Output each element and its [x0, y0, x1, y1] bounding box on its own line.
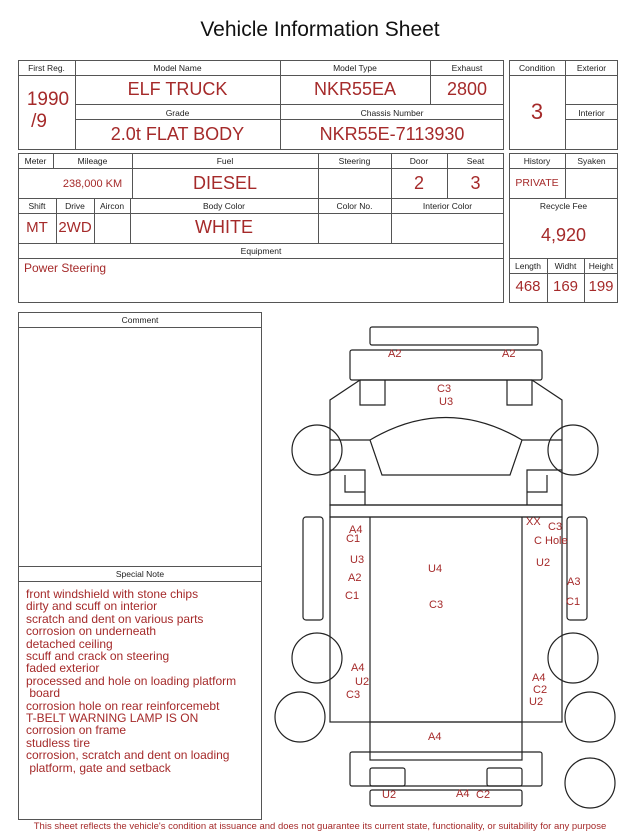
height-value: 199 — [588, 278, 614, 295]
list-item: board — [26, 686, 61, 701]
damage-code: A4 — [456, 788, 470, 800]
list-item: dirty and scuff on interior — [26, 599, 158, 614]
recycle-fee-value: 4,920 — [540, 225, 587, 245]
damage-code: A4 — [428, 731, 442, 743]
interior-color-label: Interior Color — [422, 201, 473, 211]
body-color-value: WHITE — [195, 217, 253, 237]
history-label: History — [523, 156, 551, 166]
height-label: Height — [588, 261, 614, 271]
special-note-list — [26, 588, 236, 774]
list-item: processed and hole on loading platform — [26, 673, 237, 688]
page-title: Vehicle Information Sheet — [200, 18, 440, 41]
model-type-label: Model Type — [333, 63, 377, 73]
damage-code: C3 — [437, 383, 452, 395]
history-value: PRIVATE — [515, 177, 559, 189]
damage-code: U2 — [382, 789, 397, 801]
drive-value: 2WD — [58, 219, 92, 236]
width-value: 169 — [552, 278, 579, 295]
damage-code: A4 — [351, 662, 365, 674]
truck-damage-diagram — [270, 318, 640, 820]
damage-code: U4 — [428, 563, 443, 575]
door-label: Door — [409, 156, 429, 166]
drive-label: Drive — [65, 201, 85, 211]
shift-label: Shift — [28, 201, 46, 211]
list-item: detached ceiling — [26, 636, 113, 651]
list-item: front windshield with stone chips — [26, 587, 199, 601]
list-item: studless tire — [26, 735, 91, 750]
list-item: faded exterior — [26, 661, 100, 676]
damage-code: C1 — [345, 590, 360, 602]
special-note-label: Special Note — [115, 569, 165, 579]
damage-code: C3 — [429, 599, 444, 611]
equipment-value: Power Steering — [24, 261, 107, 275]
damage-code: XX — [526, 516, 541, 528]
chassis-value: NKR55E-7113930 — [319, 124, 465, 144]
first-reg-month: /9 — [31, 111, 47, 132]
fuel-value: DIESEL — [192, 173, 258, 193]
fuel-label: Fuel — [216, 156, 234, 166]
damage-code: C1 — [566, 596, 581, 608]
disclaimer-footer: This sheet reflects the vehicle's condition at issuance and does not guarantee its current state, functionality, or suitability for any purpose — [33, 821, 607, 832]
damage-code: U3 — [350, 554, 365, 566]
model-name-label: Model Name — [153, 63, 202, 73]
damage-code: A4 — [532, 672, 546, 684]
list-item: scuff and crack on steering — [26, 649, 170, 664]
damage-code: A3 — [567, 576, 581, 588]
damage-code: C1 — [346, 533, 361, 545]
list-item: platform, gate and setback — [26, 760, 171, 775]
equipment-label: Equipment — [240, 246, 282, 256]
damage-code: A4 — [349, 524, 363, 536]
list-item: T-BELT WARNING LAMP IS ON — [26, 711, 199, 726]
first-reg-year: 1990 — [26, 89, 70, 110]
length-value: 468 — [515, 278, 541, 295]
aircon-label: Aircon — [99, 201, 125, 211]
list-item: corrosion, scratch and dent on loading — [26, 748, 230, 763]
model-type-value: NKR55EA — [313, 79, 397, 99]
exterior-label: Exterior — [576, 63, 607, 73]
damage-code: A2 — [502, 348, 516, 360]
length-label: Length — [515, 261, 541, 271]
grade-value: 2.0t FLAT BODY — [110, 124, 245, 144]
body-color-label: Body Color — [202, 201, 246, 211]
damage-code: U2 — [536, 557, 551, 569]
damage-code: C Hole — [534, 535, 568, 547]
damage-code: A2 — [348, 572, 362, 584]
damage-code: C3 — [548, 521, 563, 533]
first-reg-label: First Reg. — [28, 63, 65, 73]
damage-code: U2 — [529, 696, 544, 708]
comment-label: Comment — [121, 315, 159, 325]
seat-value: 3 — [470, 173, 481, 193]
list-item: corrosion hole on rear reinforcemebt — [26, 698, 220, 713]
shift-value: MT — [26, 219, 48, 236]
grade-label: Grade — [165, 108, 190, 118]
list-item: scratch and dent on various parts — [26, 611, 204, 626]
list-item: corrosion on frame — [26, 723, 127, 738]
steering-label: Steering — [338, 156, 371, 166]
recycle-fee-label: Recycle Fee — [539, 201, 588, 211]
interior-label: Interior — [578, 108, 605, 118]
chassis-label: Chassis Number — [360, 108, 424, 118]
condition-value: 3 — [530, 99, 544, 124]
syaken-label: Syaken — [577, 156, 606, 166]
mileage-label: Mileage — [77, 156, 108, 166]
mileage-value: 238,000 KM — [62, 178, 123, 190]
list-item: corrosion on underneath — [26, 624, 157, 639]
seat-label: Seat — [466, 156, 485, 166]
width-label: Widht — [554, 261, 577, 271]
damage-code: C2 — [476, 789, 491, 801]
condition-label: Condition — [519, 63, 555, 73]
exhaust-value: 2800 — [446, 79, 488, 99]
damage-code: C3 — [346, 689, 361, 701]
damage-code: U3 — [439, 396, 454, 408]
color-no-label: Color No. — [336, 201, 373, 211]
damage-code: A2 — [388, 348, 402, 360]
damage-code: C2 — [533, 684, 548, 696]
door-value: 2 — [413, 173, 424, 193]
meter-label: Meter — [24, 156, 47, 166]
damage-code: U2 — [355, 676, 370, 688]
model-name-value: ELF TRUCK — [127, 79, 228, 99]
exhaust-label: Exhaust — [451, 63, 483, 73]
